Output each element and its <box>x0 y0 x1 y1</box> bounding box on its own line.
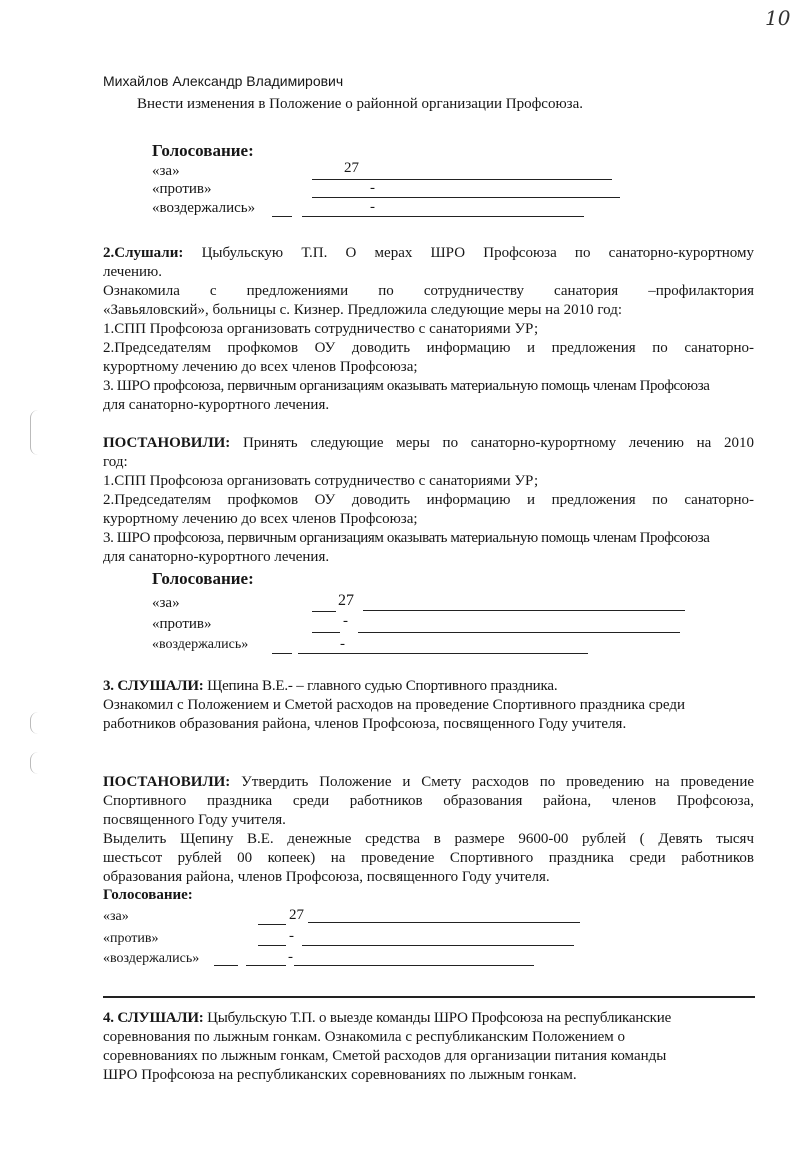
vote-label-for: «за» <box>103 909 129 924</box>
resolution-2-line: для санаторно-курортного лечения. <box>103 549 330 565</box>
item-2-line: курортному лечению до всех членов Профсоюза; <box>103 359 418 375</box>
vote-value-abstained: - <box>340 636 345 652</box>
item-2-line: 1.СПП Профсоюза организовать сотрудничество с санаториями УР; <box>103 321 539 337</box>
vote-underline <box>302 216 584 217</box>
vote-underline <box>272 653 292 654</box>
vote-underline <box>312 179 612 180</box>
resolution-3-line-1 <box>103 773 754 792</box>
item-3-text: Щепина В.Е.- – главного судью Спортивного праздника. <box>207 678 558 694</box>
vote-title: Голосование: <box>152 141 254 160</box>
resolution-3-line: шестьсот рублей 00 копеек) на проведение Спортивного праздника среди работников <box>103 850 754 866</box>
item-2-line: 2.Председателям профкомов ОУ доводить информацию и предложения по санаторно- <box>103 340 754 356</box>
item-2-line: Ознакомила с предложениями по сотрудничеству санатория –профилактория <box>103 283 754 299</box>
vote-underline <box>272 216 292 217</box>
vote-underline <box>214 965 238 966</box>
item-3-heading: 3. СЛУШАЛИ: <box>103 678 204 694</box>
resolution-2-line: 3. ШРО профсоюза, первичным организациям оказывать материальную помощь членам Профсоюза <box>103 530 710 546</box>
item-2-line-1 <box>103 244 754 263</box>
vote-underline <box>312 632 340 633</box>
item-2-text: Цыбульскую Т.П. О мерах ШРО Профсоюза по санаторно-курортному <box>201 245 754 261</box>
resolution-2-text: Принять следующие меры по санаторно-курортному лечению на 2010 <box>242 435 755 451</box>
vote-label-abstained: «воздержались» <box>103 951 200 966</box>
item-3-line: Ознакомил с Положением и Сметой расходов на проведение Спортивного праздника среди <box>103 697 686 713</box>
vote-value-against: - <box>289 928 294 944</box>
vote-label-against: «против» <box>152 181 212 197</box>
vote-underline <box>312 197 620 198</box>
resolution-3-line: Спортивного праздника среди работников образования района, членов Профсоюза, <box>103 793 754 809</box>
vote-value-for: 27 <box>289 907 304 923</box>
item-4-line-1 <box>103 1009 671 1028</box>
item-2-heading: 2.Слушали: <box>103 245 184 261</box>
resolution-3-heading: ПОСТАНОВИЛИ: <box>103 774 231 790</box>
vote-label-against: «против» <box>152 616 212 632</box>
page-number: 10 <box>765 6 791 30</box>
vote-underline <box>298 653 588 654</box>
vote-underline <box>312 611 336 612</box>
item-3-line: работников образования района, членов Профсоюза, посвященного Году учителя. <box>103 716 627 732</box>
vote-value-for: 27 <box>338 592 354 609</box>
section-divider <box>103 996 755 998</box>
vote-underline <box>246 965 286 966</box>
resolution-2-line: курортному лечению до всех членов Профсоюза; <box>103 511 418 527</box>
resolution-2-heading: ПОСТАНОВИЛИ: <box>103 435 231 451</box>
item-2-line: 3. ШРО профсоюза, первичным организациям оказывать материальную помощь членам Профсоюза <box>103 378 710 394</box>
item-2-line: лечению. <box>103 264 162 280</box>
proposal-text: Внести изменения в Положение о районной организации Профсоюза. <box>137 96 583 112</box>
resolution-3-text: Утвердить Положение и Смету расходов по проведению на проведение <box>241 774 754 790</box>
scan-margin-mark <box>30 410 39 455</box>
vote-value-abstained: - <box>288 949 293 965</box>
item-4-line: ШРО Профсоюза на республиканских соревнованиях по лыжным гонкам. <box>103 1067 577 1083</box>
item-4-line: соревнованиях по лыжным гонкам, Сметой расходов для организации питания команды <box>103 1048 667 1064</box>
vote-value-for: 27 <box>344 160 359 176</box>
vote-underline <box>363 610 685 611</box>
item-4-line: соревнования по лыжным гонкам. Ознакомила с республиканским Положением о <box>103 1029 626 1045</box>
vote-underline <box>358 632 680 633</box>
vote-underline <box>302 945 574 946</box>
vote-label-for: «за» <box>152 163 180 179</box>
scan-margin-mark <box>30 712 39 734</box>
item-2-line: для санаторно-курортного лечения. <box>103 397 330 413</box>
vote-underline <box>258 924 286 925</box>
vote-title: Голосование: <box>103 887 193 903</box>
resolution-3-line: посвященного Году учителя. <box>103 812 286 828</box>
vote-underline <box>294 965 534 966</box>
speaker-name: Михайлов Александр Владимирович <box>103 73 344 89</box>
vote-label-against: «против» <box>103 931 159 946</box>
vote-value-against: - <box>370 180 375 196</box>
vote-value-abstained: - <box>370 199 375 215</box>
item-4-text: Цыбульскую Т.П. о выезде команды ШРО Профсоюза на республиканские <box>207 1010 672 1026</box>
item-2-line: «Завьяловский», больницы с. Кизнер. Предложила следующие меры на 2010 год: <box>103 302 623 318</box>
resolution-3-line: Выделить Щепину В.Е. денежные средства в размере 9600-00 рублей ( Девять тысяч <box>103 831 754 847</box>
vote-underline <box>258 945 286 946</box>
scan-margin-mark <box>30 752 39 774</box>
resolution-3-line: образования района, членов Профсоюза, посвященного Году учителя. <box>103 869 550 885</box>
vote-label-abstained: «воздержались» <box>152 200 256 216</box>
vote-label-abstained: «воздержались» <box>152 637 249 652</box>
vote-underline <box>308 922 580 923</box>
resolution-2-line-1 <box>103 434 754 453</box>
vote-value-against: - <box>343 613 348 629</box>
resolution-2-line: 2.Председателям профкомов ОУ доводить информацию и предложения по санаторно- <box>103 492 754 508</box>
item-4-heading: 4. СЛУШАЛИ: <box>103 1010 204 1026</box>
item-3-line-1 <box>103 677 557 696</box>
vote-title: Голосование: <box>152 569 254 588</box>
vote-label-for: «за» <box>152 595 180 611</box>
resolution-2-line: 1.СПП Профсоюза организовать сотрудничество с санаториями УР; <box>103 473 539 489</box>
resolution-2-line: год: <box>103 454 128 470</box>
